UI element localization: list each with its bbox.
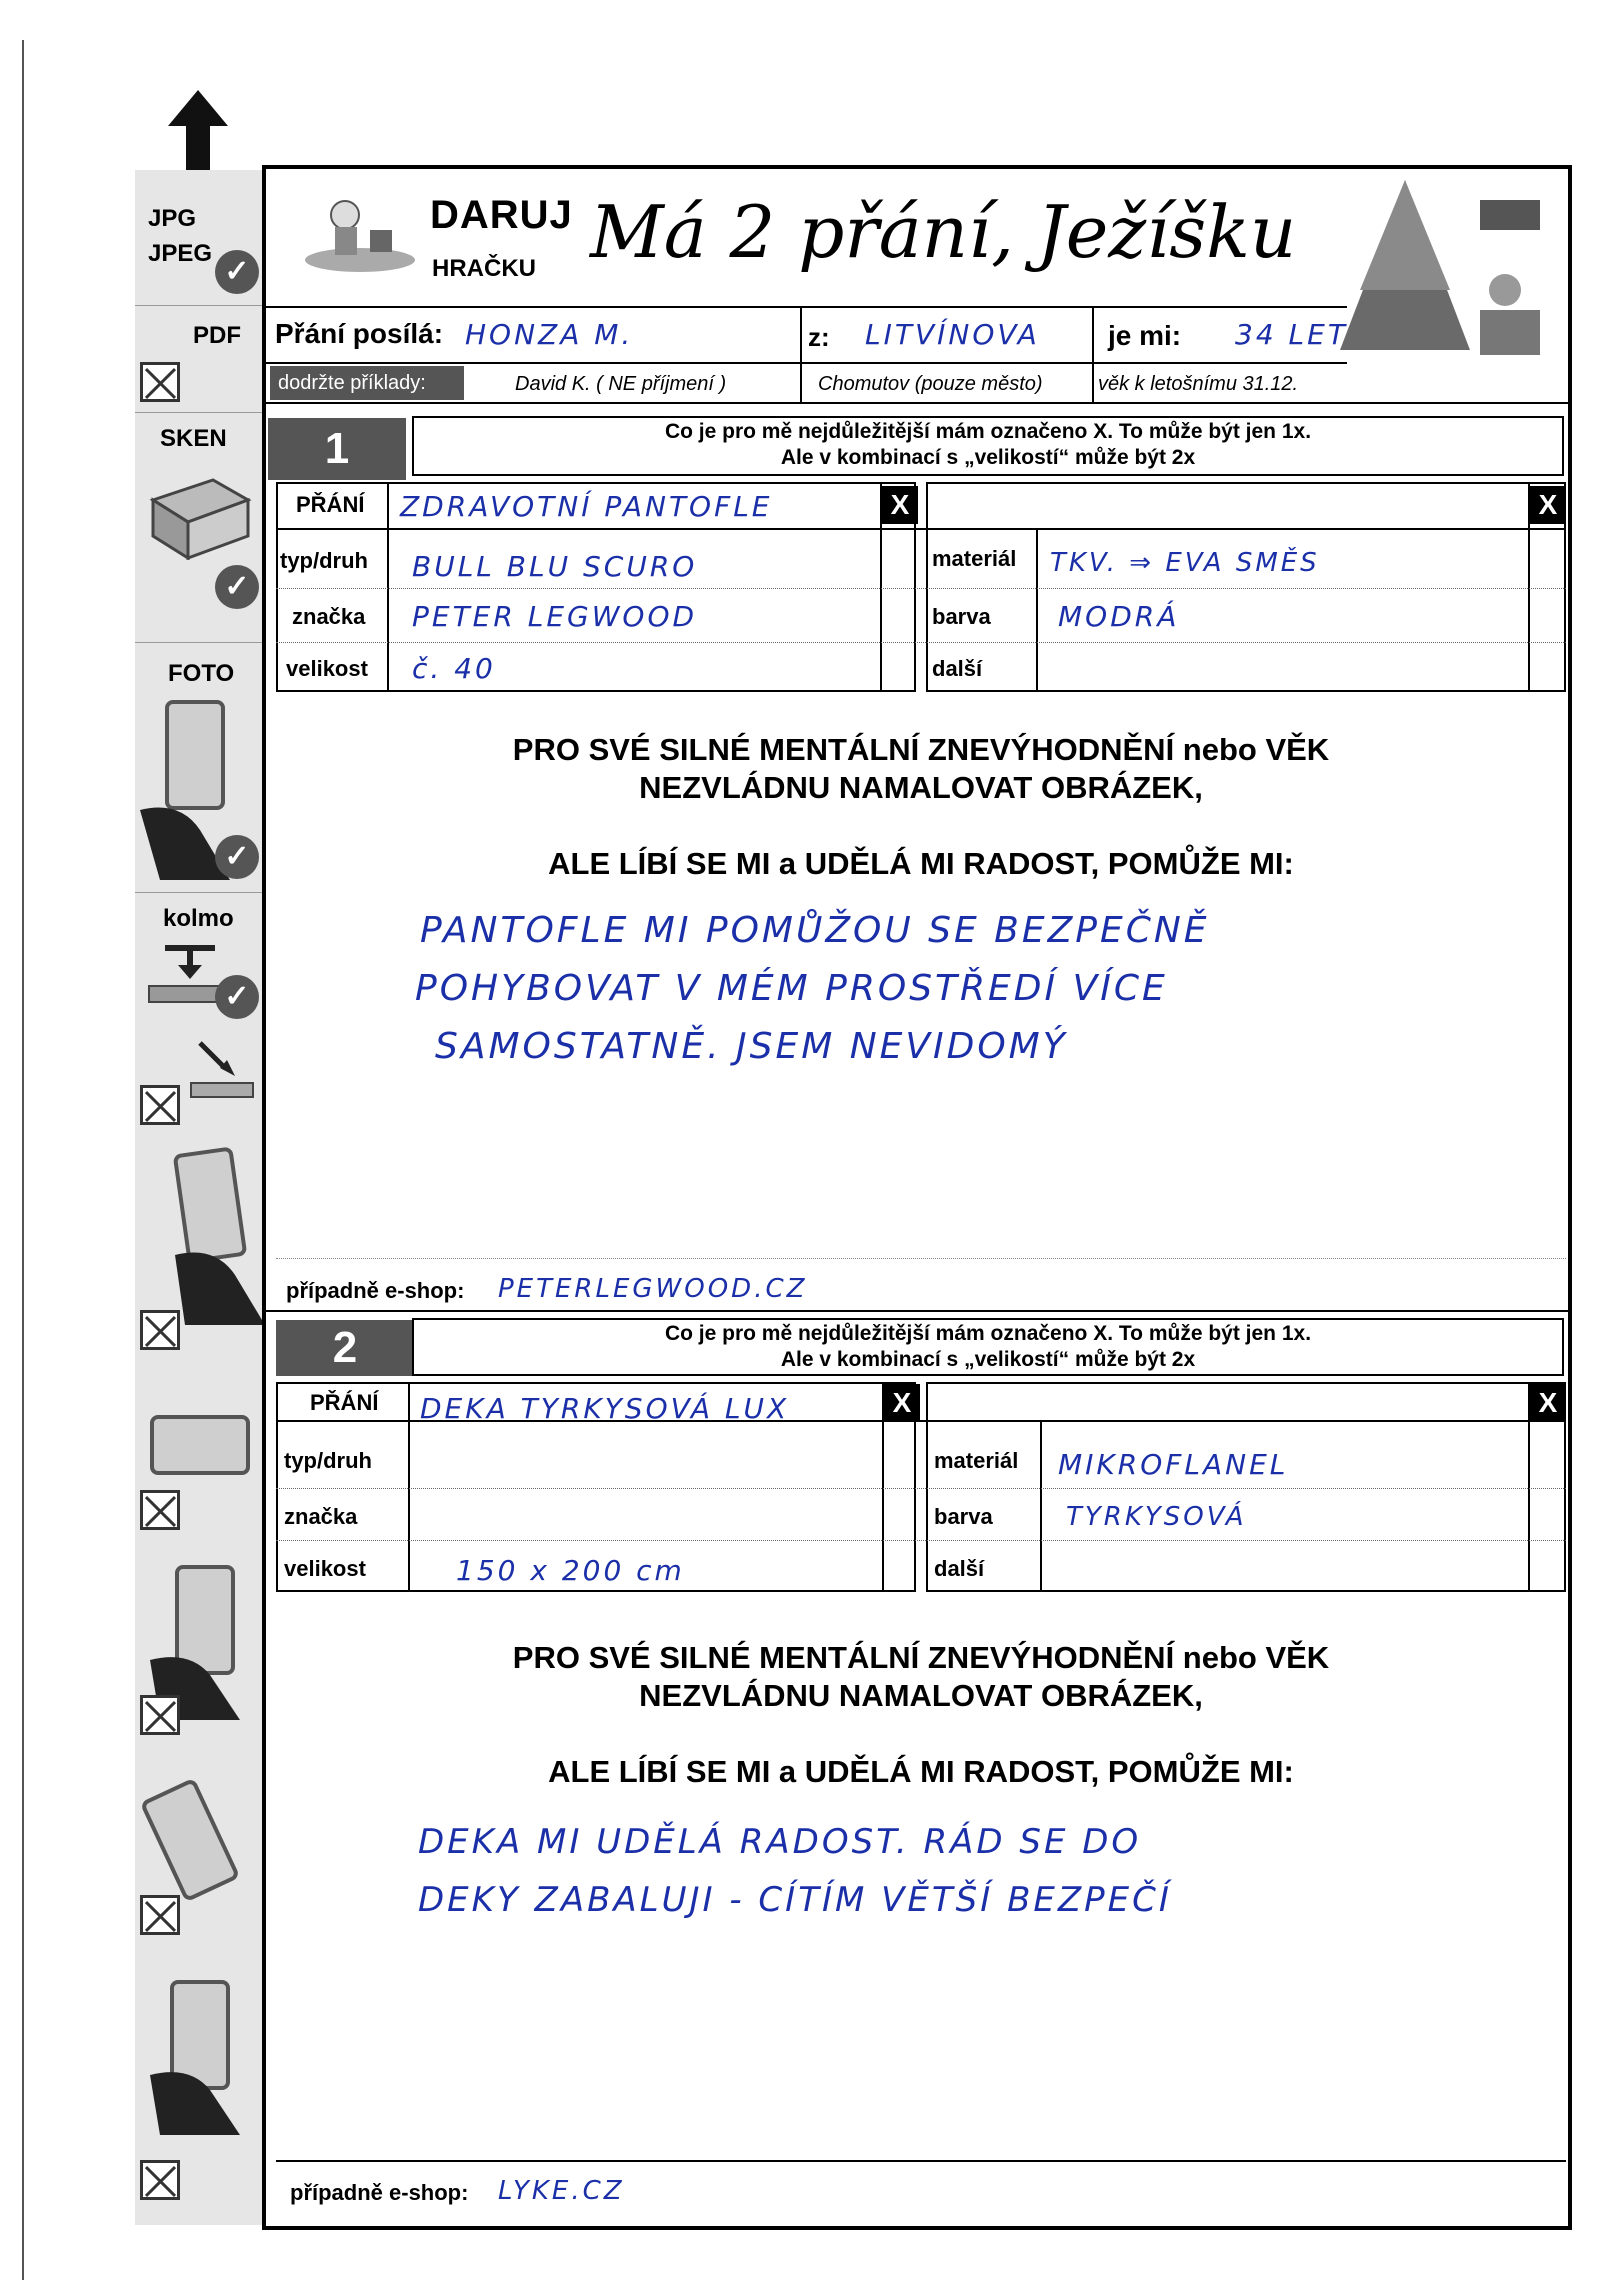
wish1-right-table (926, 482, 1566, 692)
sidebar-divider (135, 892, 265, 893)
camera-top-icon (160, 945, 220, 985)
prani-label: PŘÁNÍ (296, 492, 365, 517)
statement-line-1: PRO SVÉ SILNÉ MENTÁLNÍ ZNEVÝHODNĚNÍ nebo VĚK (512, 732, 1330, 767)
cell-divider (1092, 306, 1094, 402)
landscape-cross-icon (140, 1490, 180, 1530)
eshop-divider (276, 2160, 1566, 2162)
statement-line-3: ALE LÍBÍ SE MI a UDĚLÁ MI RADOST, POMŮŽE MI: (548, 846, 1294, 881)
note-line-1: PANTOFLE MI POMŮŽOU SE BEZPEČNĚ (420, 910, 1210, 951)
sidebar-divider (135, 642, 265, 643)
instruction-line-1: Co je pro mě nejdůležitější mám označeno X. To může být jen 1x. (664, 1322, 1312, 1345)
scan-edge (22, 40, 24, 2280)
note-line-2: DEKY ZABALUJI - CÍTÍM VĚTŠÍ BEZPEČÍ (418, 1880, 1172, 1920)
cell-divider (1036, 528, 1038, 692)
sidebar-divider (135, 412, 265, 413)
wish2-right-table (926, 1382, 1566, 1592)
barva-value: TYRKYSOVÁ (1066, 1502, 1247, 1532)
prani-value: DEKA TYRKYSOVÁ LUX (420, 1392, 790, 1425)
barva-label: barva (932, 604, 991, 629)
typ-value: BULL BLU SCURO (412, 550, 698, 583)
from-value: LITVÍNOVA (865, 318, 1040, 351)
priority-x-left: X (884, 1384, 920, 1422)
cell-divider (800, 306, 802, 402)
prani-label: PŘÁNÍ (310, 1390, 379, 1415)
row-divider (276, 1540, 1566, 1541)
znacka-value: PETER LEGWOOD (412, 600, 698, 633)
foto-label: FOTO (168, 660, 235, 687)
typ-label: typ/druh (280, 548, 368, 573)
instruction-line-2: Ale v kombinací s „velikostí“ může být 2x (780, 446, 1196, 469)
blurred-cross-icon (140, 2160, 180, 2200)
row-divider (262, 402, 1572, 404)
row-divider (276, 528, 1566, 530)
priority-x-right: X (1530, 1384, 1566, 1422)
pdf-label: PDF (193, 322, 241, 349)
jpeg-label: JPEG (148, 240, 213, 267)
kolmo-check-icon: ✓ (215, 975, 259, 1019)
row-divider (276, 642, 1566, 643)
logo-text-bottom: HRAČKU (432, 255, 536, 282)
hand-icon (150, 2065, 240, 2135)
hand-icon (175, 1245, 265, 1325)
typ-label: typ/druh (284, 1448, 372, 1473)
znacka-label: značka (292, 604, 366, 629)
note-line-2: POHYBOVAT V MÉM PROSTŘEDÍ VÍCE (415, 968, 1168, 1009)
small-cross-icon (140, 1695, 180, 1735)
scanner-icon (143, 470, 253, 560)
angle-cross-icon (140, 1310, 180, 1350)
from-label: z: (808, 322, 830, 352)
sidebar-divider (135, 305, 265, 306)
instruction-line-1: Co je pro mě nejdůležitější mám označeno X. To může být jen 1x. (664, 420, 1312, 443)
sken-check-icon: ✓ (215, 565, 259, 609)
sender-name-value: HONZA M. (465, 318, 634, 351)
jpg-check-icon: ✓ (215, 250, 259, 294)
barva-value: MODRÁ (1058, 600, 1180, 633)
priority-x-right: X (1530, 486, 1566, 524)
age-label: je mi: (1108, 320, 1182, 351)
example-city: Chomutov (pouze město) (818, 373, 1043, 395)
velikost-label: velikost (286, 656, 368, 681)
up-arrow-icon (168, 90, 228, 180)
kolmo-cross-icon (140, 1085, 180, 1125)
statement-line-3: ALE LÍBÍ SE MI a UDĚLÁ MI RADOST, POMŮŽE MI: (548, 1754, 1294, 1789)
velikost-value: č. 40 (412, 652, 496, 685)
christmas-tree-icon (1330, 170, 1560, 370)
page-title: Má 2 přání, Ježíšku (590, 190, 1297, 274)
cell-divider (408, 1382, 410, 1592)
row-divider (276, 1488, 1566, 1489)
age-value: 34 LET (1235, 318, 1348, 351)
camera-tilted-icon (195, 1038, 245, 1078)
row-divider (276, 588, 1566, 589)
statement-line-1: PRO SVÉ SILNÉ MENTÁLNÍ ZNEVÝHODNĚNÍ nebo VĚK (512, 1640, 1330, 1675)
material-value: TKV. ⇒ EVA SMĚS (1050, 548, 1320, 578)
examples-label: dodržte příklady: (278, 372, 426, 394)
kolmo-label: kolmo (163, 905, 234, 932)
material-label: materiál (932, 546, 1017, 571)
sken-label: SKEN (160, 425, 227, 452)
cell-divider (1040, 1420, 1042, 1592)
sender-label: Přání posílá: (275, 318, 444, 349)
statement-line-2: NEZVLÁDNU NAMALOVAT OBRÁZEK, (639, 1678, 1203, 1713)
wish-number-2: 2 (276, 1320, 414, 1376)
section-divider (262, 1310, 1572, 1312)
eshop-value: LYKE.CZ (498, 2176, 625, 2206)
material-label: materiál (934, 1448, 1019, 1473)
velikost-value: 150 x 200 cm (456, 1554, 685, 1587)
material-value: MIKROFLANEL (1058, 1448, 1289, 1481)
wish-number-1: 1 (268, 418, 406, 480)
logo-figure-icon (300, 185, 420, 275)
cell-divider (387, 482, 389, 692)
note-line-1: DEKA MI UDĚLÁ RADOST. RÁD SE DO (418, 1822, 1142, 1862)
header-bottom-line (262, 306, 1347, 308)
rotated-cross-icon (140, 1895, 180, 1935)
example-age: věk k letošnímu 31.12. (1098, 373, 1299, 395)
velikost-label: velikost (284, 1556, 366, 1581)
dalsi-label: další (934, 1556, 985, 1581)
znacka-label: značka (284, 1504, 358, 1529)
pdf-cross-icon (140, 362, 180, 402)
example-name: David K. ( NE příjmení ) (515, 373, 727, 395)
document-tilted-icon (190, 1082, 254, 1098)
eshop-divider (276, 1258, 1566, 1259)
note-line-3: SAMOSTATNĚ. JSEM NEVIDOMÝ (435, 1026, 1068, 1067)
barva-label: barva (934, 1504, 993, 1529)
logo-text-top: DARUJ (430, 193, 573, 237)
eshop-label: případně e-shop: (286, 1278, 465, 1303)
row-divider (262, 362, 1347, 364)
instruction-line-2: Ale v kombinací s „velikostí“ může být 2x (780, 1348, 1196, 1371)
prani-value: ZDRAVOTNÍ PANTOFLE (400, 490, 773, 523)
foto-check-icon: ✓ (215, 835, 259, 879)
eshop-value: PETERLEGWOOD.CZ (498, 1274, 808, 1304)
jpg-label: JPG (148, 205, 197, 232)
priority-x-left: X (882, 486, 918, 524)
dalsi-label: další (932, 656, 983, 681)
statement-line-2: NEZVLÁDNU NAMALOVAT OBRÁZEK, (639, 770, 1203, 805)
eshop-label: případně e-shop: (290, 2180, 469, 2205)
phone-landscape-icon (150, 1415, 250, 1475)
